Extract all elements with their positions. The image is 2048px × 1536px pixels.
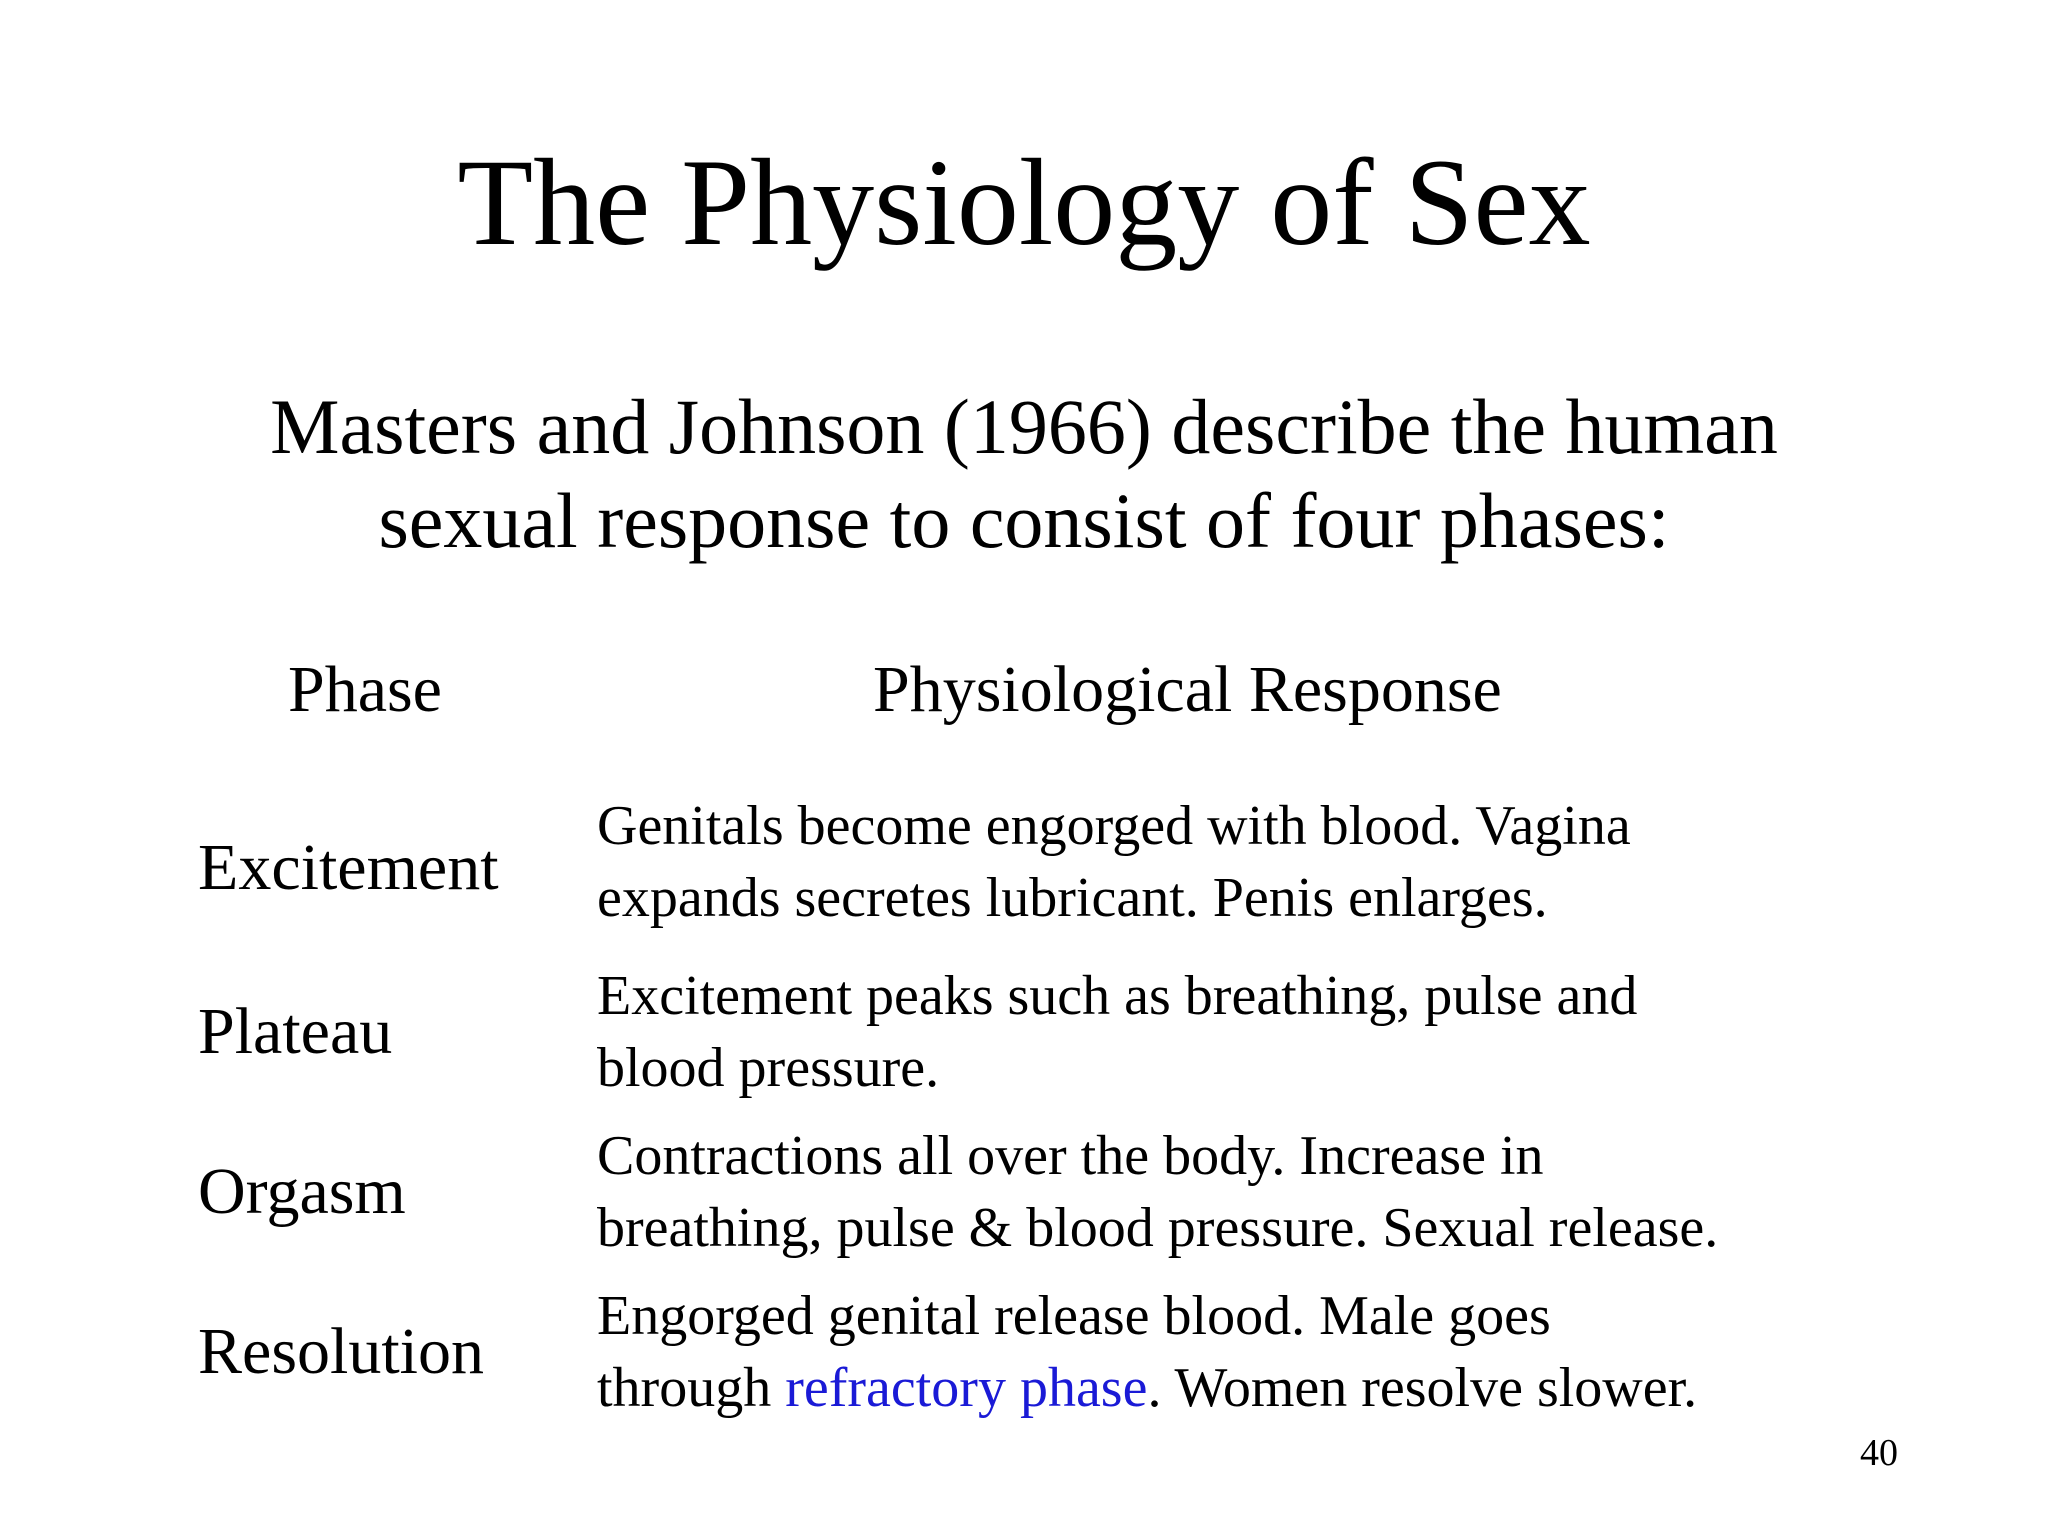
phase-response xyxy=(597,1280,1897,1424)
response-text-segment: through xyxy=(597,1357,786,1419)
subtitle-line-2: sexual response to consist of four phases: xyxy=(378,477,1670,564)
phase-name: Plateau xyxy=(198,995,393,1068)
phase-name: Resolution xyxy=(198,1315,485,1388)
response-line: Engorged genital release blood. Male goes xyxy=(597,1285,1551,1347)
response-line: breathing, pulse & blood pressure. Sexual release. xyxy=(597,1197,1719,1259)
refractory-phase-link[interactable]: refractory phase xyxy=(785,1357,1148,1419)
table-row-resolution xyxy=(0,1280,2048,1430)
response-line-with-link xyxy=(597,1352,1897,1424)
slide-title: The Physiology of Sex xyxy=(457,134,1591,271)
response-text-segment: . Women resolve slower. xyxy=(1147,1357,1698,1419)
phase-response xyxy=(597,790,1897,934)
response-line: blood pressure. xyxy=(597,1037,940,1099)
response-line: Excitement peaks such as breathing, pulse and xyxy=(597,965,1638,1027)
phase-column-header: Phase xyxy=(288,653,442,726)
page-number: 40 xyxy=(1860,1432,1898,1474)
response-line: Contractions all over the body. Increase in xyxy=(597,1125,1544,1187)
phase-response xyxy=(597,960,1897,1104)
phase-name: Orgasm xyxy=(198,1155,406,1228)
table-row-plateau xyxy=(0,960,2048,1110)
table-row-excitement xyxy=(0,790,2048,940)
response-line: Genitals become engorged with blood. Vagina xyxy=(597,795,1631,857)
subtitle-line-1: Masters and Johnson (1966) describe the human xyxy=(270,383,1778,470)
phase-name: Excitement xyxy=(198,831,499,904)
phase-response xyxy=(597,1120,1897,1264)
response-column-header: Physiological Response xyxy=(873,653,1502,726)
slide-subtitle xyxy=(0,380,2048,568)
response-line: expands secretes lubricant. Penis enlarges. xyxy=(597,867,1548,929)
table-row-orgasm xyxy=(0,1120,2048,1270)
